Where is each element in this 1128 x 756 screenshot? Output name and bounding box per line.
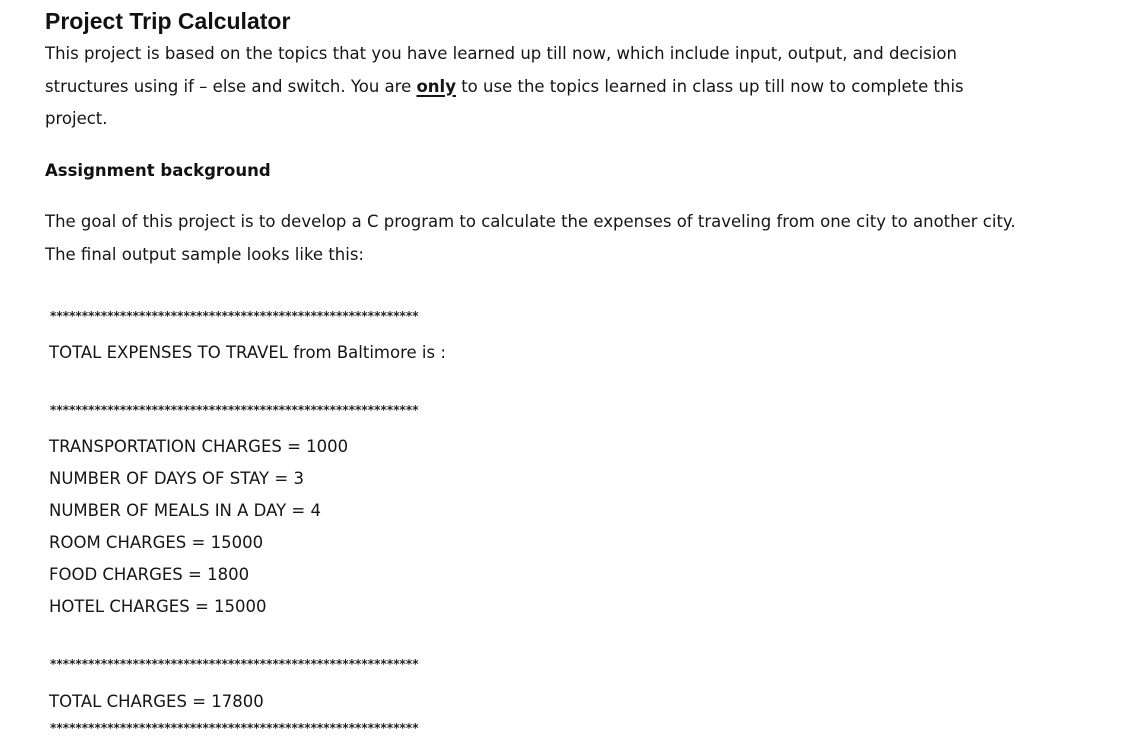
meals-per-day-line: NUMBER OF MEALS IN A DAY = 4 [49,501,321,520]
intro-paragraph [45,38,1025,136]
goal-paragraph: The goal of this project is to develop a C program to calculate the expenses of traveling from one city to another city. The final output sample looks like this: [45,212,1016,264]
transportation-charges-line: TRANSPORTATION CHARGES = 1000 [49,437,349,456]
total-expenses-line: TOTAL EXPENSES TO TRAVEL from Baltimore is : [49,343,446,362]
separator-line-lower: ********************************************************** [50,657,419,671]
page-title: Project Trip Calculator [45,8,291,34]
room-charges-line: ROOM CHARGES = 15000 [49,533,264,552]
separator-line-middle: ********************************************************** [50,403,419,417]
total-charges-line: TOTAL CHARGES = 17800 [49,692,264,711]
hotel-charges-line: HOTEL CHARGES = 15000 [49,597,267,616]
intro-emphasis-only: only [416,76,456,96]
intro-text-end: to use the topics learned in class up till now to complete this project. [45,76,964,128]
separator-line-top: ********************************************************** [50,309,419,323]
days-of-stay-line: NUMBER OF DAYS OF STAY = 3 [49,469,304,488]
food-charges-line: FOOD CHARGES = 1800 [49,565,250,584]
separator-line-bottom: ********************************************************** [50,721,419,735]
section-heading: Assignment background [45,161,271,180]
intro-text-start: This project is based on the topics that you have learned up till now, which include input, output, and decision structures using if – else and switch. You are [45,44,957,96]
